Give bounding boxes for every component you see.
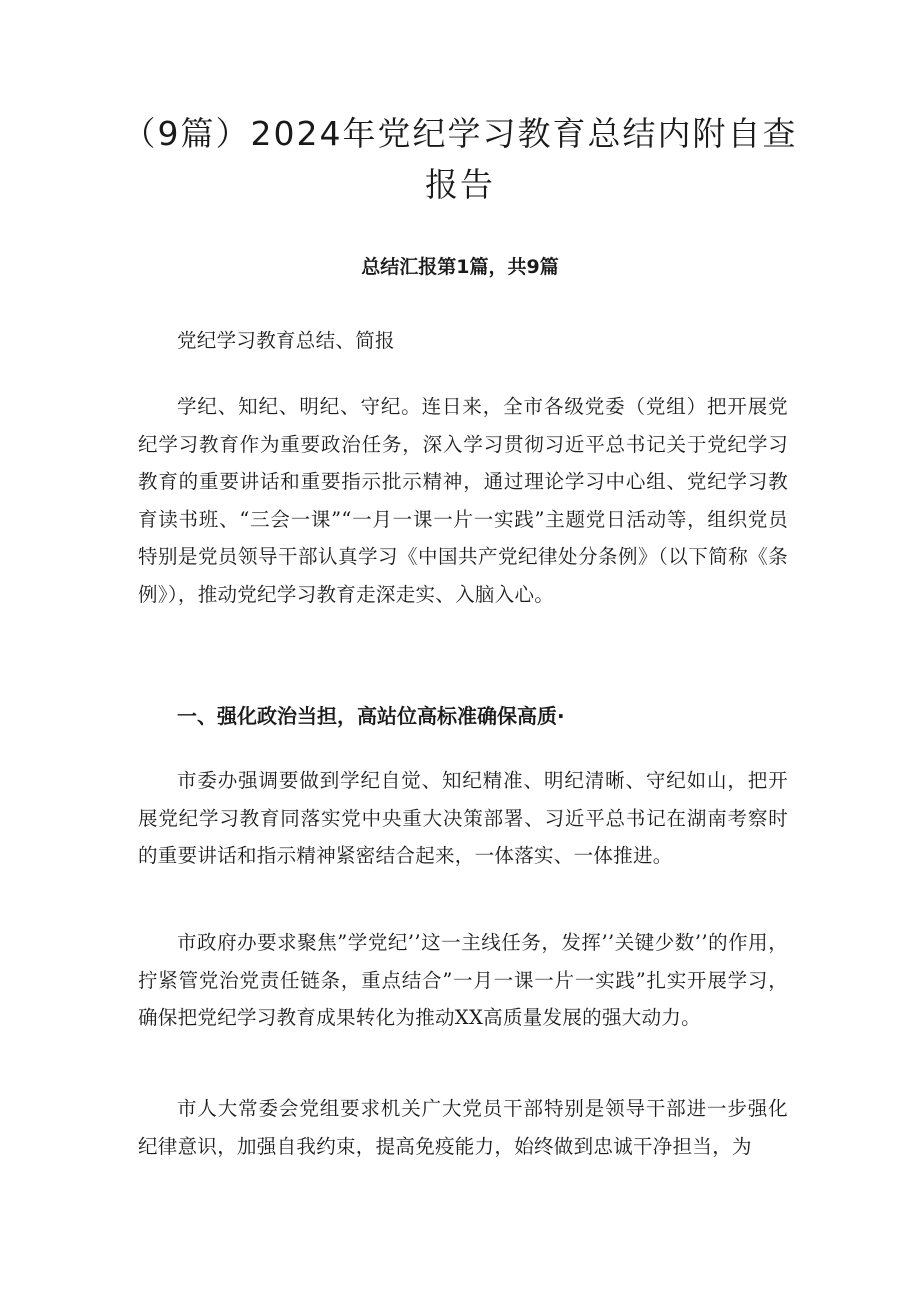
section-heading-1: 一、强化政治当担，高站位高标准确保高质· (177, 704, 565, 728)
document-title: （9篇）2024年党纪学习教育总结内附自查报告 (122, 114, 798, 204)
intro-paragraph: 学纪、知纪、明纪、守纪。连日来，全市各级党委（党组）把开展党纪学习教育作为重要政治任务，深入学习贯彻习近平总书记关于党纪学习教育的重要讲话和重要指示批示精神，通过理论学习中心组、党纪学习教育读书班、“三会一课”“一月一课一片一实践”主题党日活动等，组织党员特别是党员领导干部认真学习《中国共产党纪律处分条例》（以下简称《条例》），推动党纪学习教育走深走实、入脑入心。 (138, 395, 788, 606)
section-label: 党纪学习教育总结、简报 (177, 329, 395, 352)
paragraph-3: 市人大常委会党组要求机关广大党员干部特别是领导干部进一步强化纪律意识，加强自我约束，提高免疫能力，始终做到忠诚干净担当，为 (138, 1097, 788, 1158)
paragraph-2: 市政府办要求聚焦”学党纪’’这一主线任务，发挥’’关键少数’’的作用，拧紧管党治党责任链条，重点结合”一月一课一片一实践”扎实开展学习，确保把党纪学习教育成果转化为推动XX高质量发展的强大动力。 (138, 931, 788, 1030)
document-subtitle: 总结汇报第1篇，共9篇 (361, 256, 559, 278)
paragraph-1: 市委办强调要做到学纪自觉、知纪精准、明纪清晰、守纪如山，把开展党纪学习教育同落实党中央重大决策部署、习近平总书记在湖南考察时的重要讲话和指示精神紧密结合起来，一体落实、一体推进。 (138, 769, 788, 868)
